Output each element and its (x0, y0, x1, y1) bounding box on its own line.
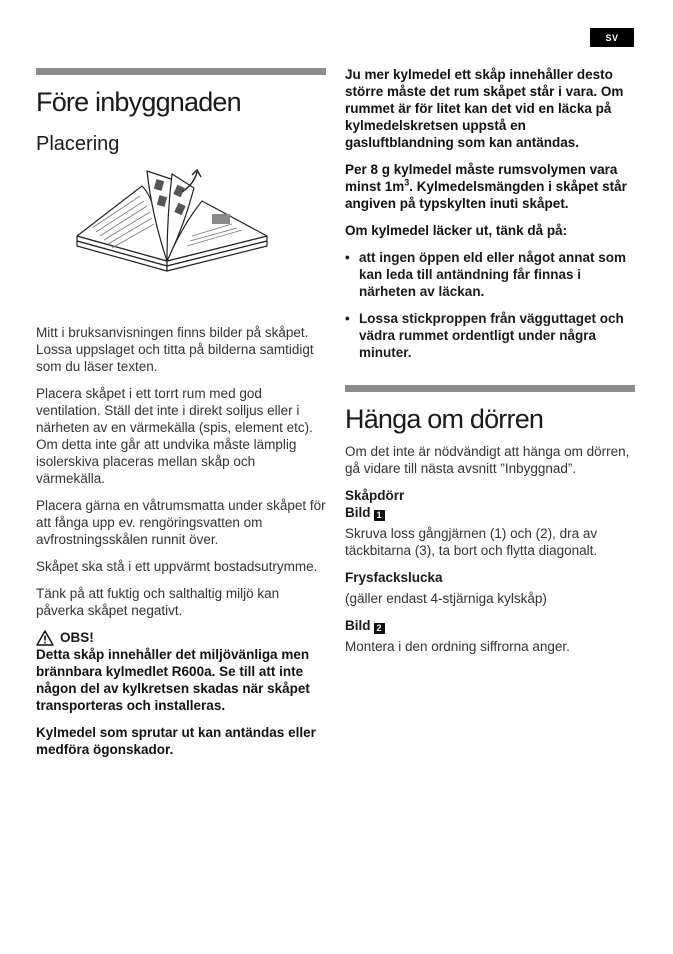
figure-ref: Bild 1 (345, 504, 635, 521)
warning-header (36, 629, 326, 646)
list-item: • att ingen öppen eld eller något annat som kan leda till antändning får finnas i närheten av läckan. (345, 249, 635, 300)
warning-label: OBS! (60, 630, 94, 646)
left-column (36, 68, 326, 768)
section-subheading: Placering (36, 133, 120, 156)
paragraph: Montera i den ordning siffrorna anger. (345, 639, 570, 655)
bullet-list (345, 249, 635, 361)
list-item: • Lossa stickproppen från vägguttaget och vädra rummet ordentligt under några minuter. (345, 310, 635, 361)
section-rule (345, 385, 635, 392)
paragraph: Om kylmedel läcker ut, tänk då på: (345, 223, 568, 238)
paragraph: Skåpet ska stå i ett uppvärmt bostadsutrymme. (36, 559, 318, 575)
paragraph-volume: Per 8 g kylmedel måste rumsvolymen vara minst $1m^3$. Kylmedelsmängden i skåpet står angiven på typskylten inuti skåpet. (345, 162, 627, 211)
figure-number-badge: 2 (374, 623, 385, 634)
subheading-freezer: Frysfackslucka (345, 570, 443, 586)
right-column (345, 66, 635, 665)
paragraph: Skruva loss gångjärnen (1) och (2), dra av täckbitarna (3), ta bort och flytta diagonalt. (345, 526, 598, 559)
paragraph: Mitt i bruksanvisningen finns bilder på skåpet. Lossa uppslaget och titta på bilderna samtidigt som du läser texten. (36, 325, 314, 375)
figure-ref: Bild 2 (345, 617, 635, 634)
warning-text: Detta skåp innehåller det miljövänliga men brännbara kylmedlet R600a. Se till att inte någon del av kylkretsen skadas när skåpet transporteras och installeras. (36, 647, 310, 714)
paragraph: Placera gärna en våtrumsmatta under skåpet för att fånga upp ev. rengöringsvatten om avfrostningsskålen runnit över. (36, 498, 326, 548)
warning-text: Kylmedel som sprutar ut kan antändas eller medföra ögonskador. (36, 725, 316, 758)
subheading-door: Skåpdörr (345, 488, 405, 504)
paragraph: (gäller endast 4-stjärniga kylskåp) (345, 591, 547, 607)
paragraph: Placera skåpet i ett torrt rum med god ventilation. Ställ det inte i direkt solljus eller i närheten av en värmekälla (spis, element etc). Om detta inte går att undvika måste lämplig isolerskiva placeras mellan skåp och värmekälla. (36, 386, 313, 487)
language-badge: SV (590, 28, 634, 47)
open-book-illustration (72, 166, 272, 316)
section-heading: Före inbyggnaden (36, 87, 241, 117)
section-heading: Hänga om dörren (345, 404, 544, 434)
paragraph: Om det inte är nödvändigt att hänga om dörren, gå vidare till nästa avsnitt ”Inbyggnad”. (345, 444, 630, 477)
paragraph: Ju mer kylmedel ett skåp innehåller desto större måste det rum skåpet står i vara. Om rummet är för litet kan det vid en läcka på kylmedelskretsen uppstå en gasluftblandning som kan antändas. (345, 67, 624, 150)
paragraph: Tänk på att fuktig och salthaltig miljö kan påverka skåpet negativt. (36, 586, 280, 619)
warning-triangle-icon (36, 630, 54, 646)
figure-number-badge: 1 (374, 510, 385, 521)
section-rule (36, 68, 326, 75)
